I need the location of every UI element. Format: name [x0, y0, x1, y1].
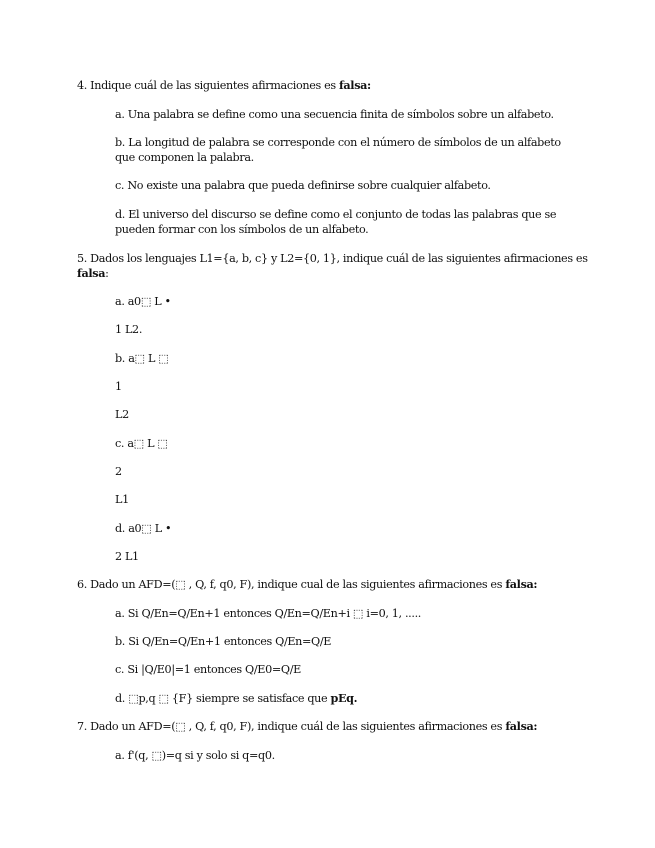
- question-5-stem: 5. Dados los lenguajes L1={a, b, c} y L2={0, 1}, indique cuál de las siguientes afirmaciones es: [77, 252, 588, 265]
- question-5-line: L2: [115, 408, 129, 421]
- question-5-line: d. a0⬚ L •: [115, 522, 172, 535]
- question-5-line: a. a0⬚ L •: [115, 295, 171, 308]
- question-5-line: 2: [115, 465, 122, 478]
- question-4-option-b: b. La longitud de palabra se corresponde con el número de símbolos de un alfabeto: [115, 136, 561, 149]
- question-6-option-c: c. Si |Q/E0|=1 entonces Q/E0=Q/E: [115, 663, 301, 676]
- question-4-option-a: a. Una palabra se define como una secuencia finita de símbolos sobre un alfabeto.: [115, 108, 554, 121]
- question-7-option-a: a. f'(q, ⬚)=q si y solo si q=q0.: [115, 749, 275, 762]
- question-5-line: 2 L1: [115, 550, 139, 563]
- question-4-option-b-cont: que componen la palabra.: [115, 151, 254, 164]
- question-4-option-c: c. No existe una palabra que pueda definirse sobre cualquier alfabeto.: [115, 179, 491, 192]
- question-5-stem-cont: falsa:: [77, 266, 109, 280]
- question-4-stem: 4. Indique cuál de las siguientes afirmaciones es falsa:: [77, 78, 371, 92]
- question-6-option-b: b. Si Q/En=Q/En+1 entonces Q/En=Q/E: [115, 635, 332, 648]
- question-6-option-d: d. ⬚p,q ⬚ {F} siempre se satisface que pEq.: [115, 691, 358, 705]
- question-4-option-d-cont: pueden formar con los símbolos de un alfabeto.: [115, 223, 369, 236]
- question-6-option-a: a. Si Q/En=Q/En+1 entonces Q/En=Q/En+i ⬚ i=0, 1, .....: [115, 607, 422, 620]
- question-5-line: c. a⬚ L ⬚: [115, 437, 168, 450]
- question-5-line: 1: [115, 380, 122, 393]
- question-5-line: 1 L2.: [115, 323, 143, 336]
- question-4-option-d: d. El universo del discurso se define como el conjunto de todas las palabras que se: [115, 208, 557, 221]
- question-5-line: L1: [115, 493, 129, 506]
- question-5-line: b. a⬚ L ⬚: [115, 352, 169, 365]
- question-6-stem: 6. Dado un AFD=(⬚ , Q, f, q0, F), indique cual de las siguientes afirmaciones es falsa:: [77, 577, 538, 591]
- question-7-stem: 7. Dado un AFD=(⬚ , Q, f, q0, F), indique cuál de las siguientes afirmaciones es falsa:: [77, 719, 538, 733]
